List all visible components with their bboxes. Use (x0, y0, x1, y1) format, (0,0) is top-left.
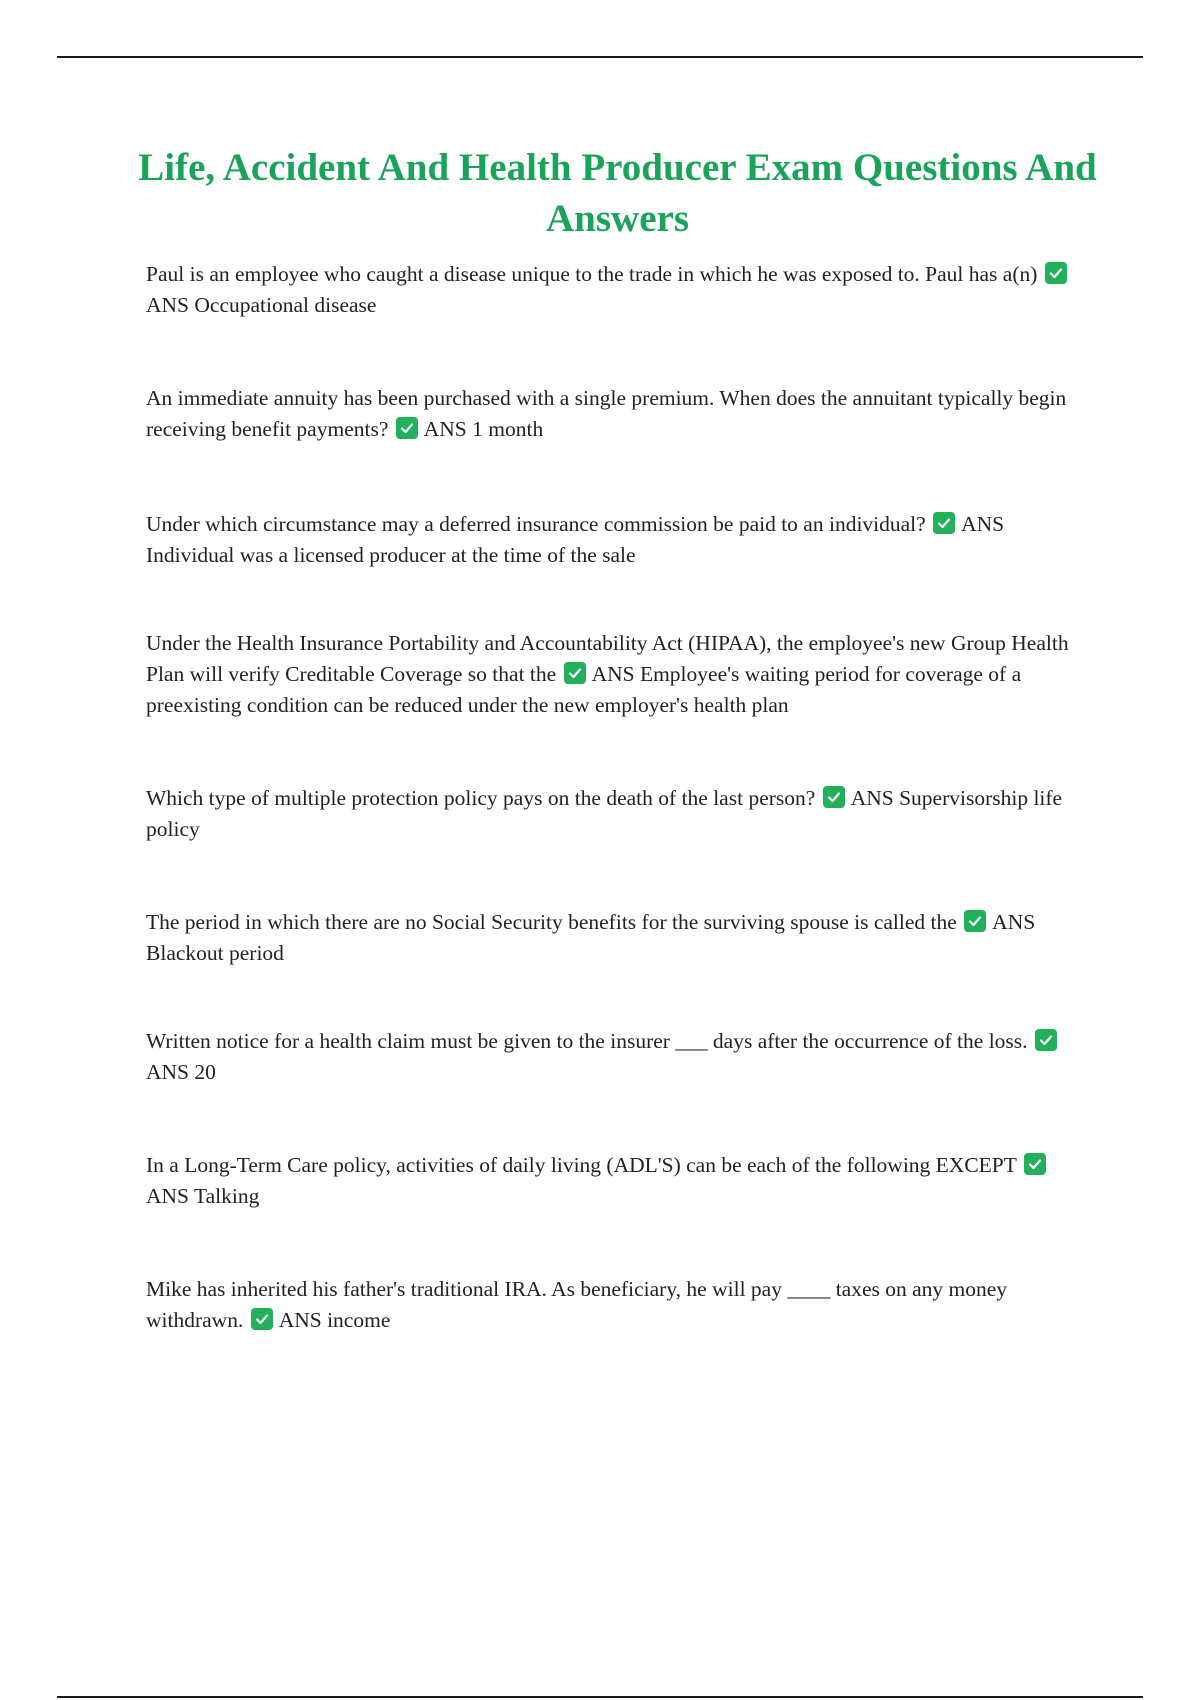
answer-text: ANS income (278, 1308, 391, 1332)
answer-text: ANS Individual was a licensed producer at the time of the sale (146, 512, 1005, 567)
answer-text: ANS Supervisorship life policy (146, 786, 1063, 841)
check-mark-icon (823, 786, 845, 808)
question-text: Under the Health Insurance Portability and Accountability Act (HIPAA), the employee's new Group Health Plan will verify Creditable Coverage so that the (146, 631, 1069, 686)
page-title: Life, Accident And Health Producer Exam Questions And Answers (138, 146, 1097, 240)
question-text: An immediate annuity has been purchased with a single premium. When does the annuitant typically begin receiving benefit payments? (146, 386, 1067, 441)
check-mark-icon (964, 910, 986, 932)
qa-item-2 (146, 383, 1092, 445)
check-mark-icon (1045, 262, 1067, 284)
qa-item-4 (146, 628, 1092, 721)
check-mark-icon (396, 417, 418, 439)
answer-text: ANS Occupational disease (146, 293, 377, 317)
answer-text: ANS Employee's waiting period for coverage of a preexisting condition can be reduced under the new employer's health plan (146, 662, 1022, 717)
qa-item-5 (146, 783, 1092, 845)
qa-item-7 (146, 1026, 1092, 1088)
question-text: The period in which there are no Social Security benefits for the surviving spouse is called the (146, 910, 957, 934)
check-mark-icon (1024, 1153, 1046, 1175)
question-text: Which type of multiple protection policy pays on the death of the last person? (146, 786, 816, 810)
qa-item-9 (146, 1274, 1092, 1336)
check-mark-icon (564, 662, 586, 684)
qa-item-1 (146, 259, 1092, 321)
answer-text: ANS Talking (146, 1184, 260, 1208)
qa-item-3 (146, 509, 1092, 571)
answer-text: ANS 20 (146, 1060, 216, 1084)
question-text: Under which circumstance may a deferred insurance commission be paid to an individual? (146, 512, 926, 536)
answer-text: ANS Blackout period (146, 910, 1036, 965)
question-text: Mike has inherited his father's traditional IRA. As beneficiary, he will pay ____ taxes on any money withdrawn. (146, 1277, 1008, 1332)
check-mark-icon (1035, 1029, 1057, 1051)
top-rule (57, 56, 1143, 58)
check-mark-icon (933, 512, 955, 534)
answer-text: ANS 1 month (423, 417, 544, 441)
question-text: Paul is an employee who caught a disease unique to the trade in which he was exposed to. Paul has a(n) (146, 262, 1038, 286)
qa-item-8 (146, 1150, 1092, 1212)
question-text: Written notice for a health claim must be given to the insurer ___ days after the occurrence of the loss. (146, 1029, 1028, 1053)
bottom-rule (57, 1696, 1143, 1698)
check-mark-icon (251, 1308, 273, 1330)
qa-item-6 (146, 907, 1092, 969)
question-text: In a Long-Term Care policy, activities of daily living (ADL'S) can be each of the following EXCEPT (146, 1153, 1017, 1177)
